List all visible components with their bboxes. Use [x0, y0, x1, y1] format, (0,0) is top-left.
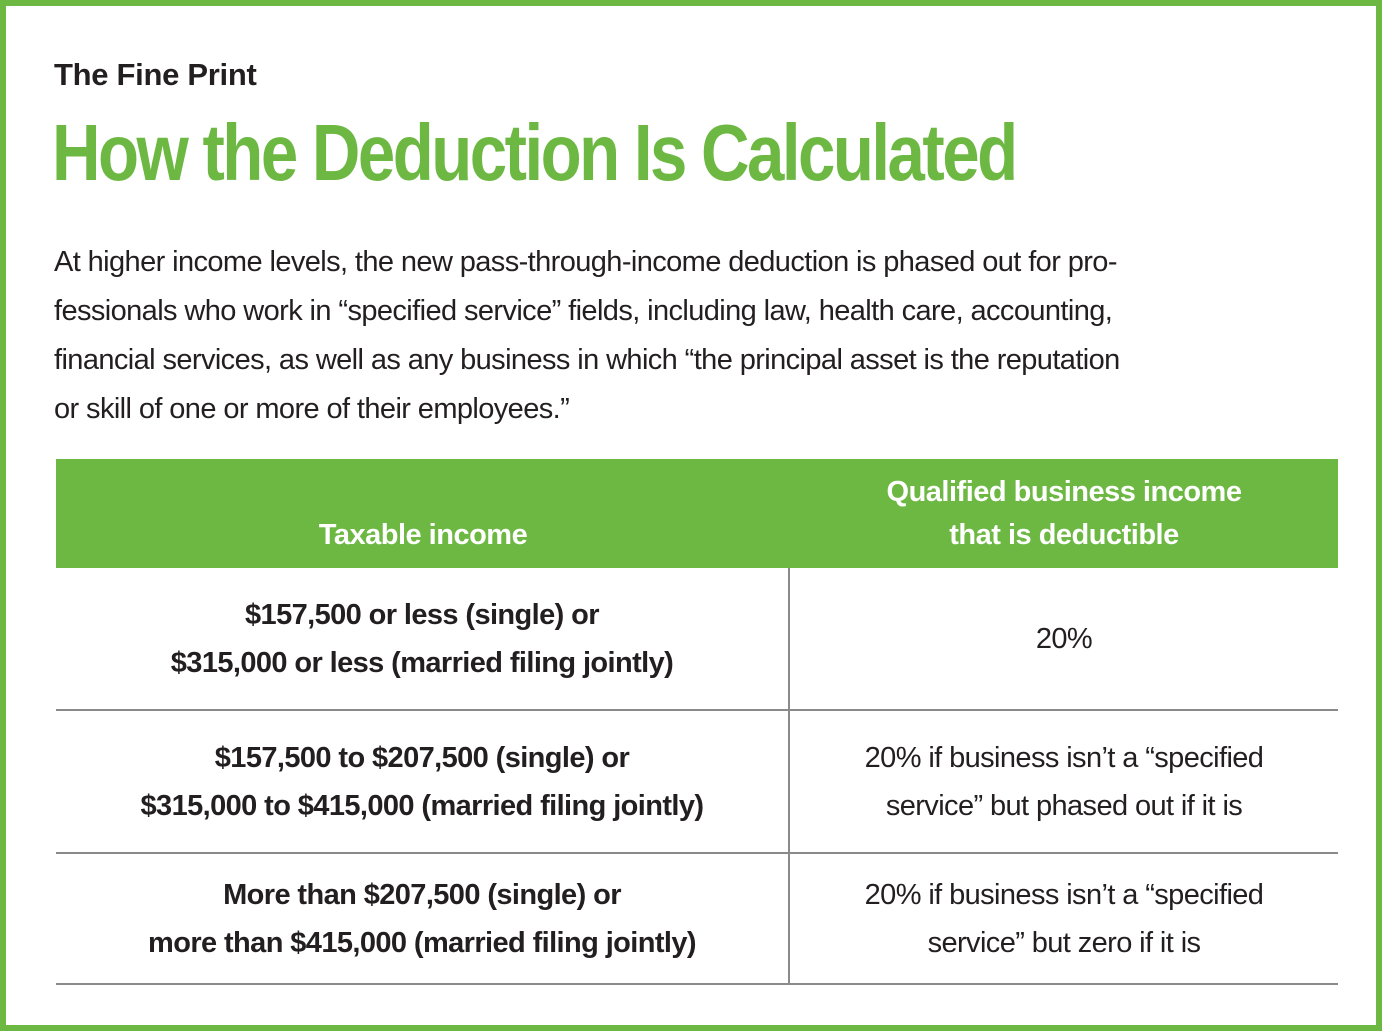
intro-line: or skill of one or more of their employees.”: [54, 393, 570, 425]
table-row: [56, 568, 1338, 711]
header-line: Qualified business income: [886, 476, 1242, 508]
cell-taxable-income: [56, 568, 790, 709]
table-row: [56, 711, 1338, 854]
cell-line: $157,500 or less (single) or: [245, 598, 599, 631]
cell-line: $315,000 or less (married filing jointly): [170, 646, 674, 679]
table-row: [56, 854, 1338, 985]
header-taxable-income: [56, 459, 790, 568]
cell-line: 20%: [1035, 622, 1093, 655]
header-line: that is deductible: [949, 519, 1179, 551]
cell-line: service” but phased out if it is: [885, 789, 1243, 822]
cell-line: $315,000 to $415,000 (married filing jointly): [140, 789, 704, 822]
page-title: How the Deduction Is Calculated: [52, 108, 1016, 197]
cell-line: 20% if business isn’t a “specified: [864, 741, 1264, 774]
cell-line: 20% if business isn’t a “specified: [864, 878, 1264, 911]
cell-taxable-income: [56, 711, 790, 852]
intro-line: fessionals who work in “specified service” fields, including law, health care, accounting,: [54, 295, 1113, 327]
cell-deductible: [790, 711, 1338, 852]
table-header: [56, 459, 1338, 568]
cell-line: More than $207,500 (single) or: [223, 878, 621, 911]
header-line: Taxable income: [318, 519, 528, 551]
intro-paragraph: [54, 238, 1344, 434]
deduction-table: [56, 459, 1338, 985]
intro-line: At higher income levels, the new pass-through-income deduction is phased out for pro-: [54, 246, 1117, 278]
kicker: The Fine Print: [54, 57, 257, 92]
intro-line: financial services, as well as any business in which “the principal asset is the reputation: [54, 344, 1120, 376]
cell-taxable-income: [56, 854, 790, 983]
cell-line: more than $415,000 (married filing jointly): [148, 926, 696, 959]
cell-deductible: [790, 568, 1338, 709]
cell-line: service” but zero if it is: [927, 926, 1201, 959]
cell-line: $157,500 to $207,500 (single) or: [214, 741, 630, 774]
cell-deductible: [790, 854, 1338, 983]
header-qbi-deductible: [790, 459, 1338, 568]
